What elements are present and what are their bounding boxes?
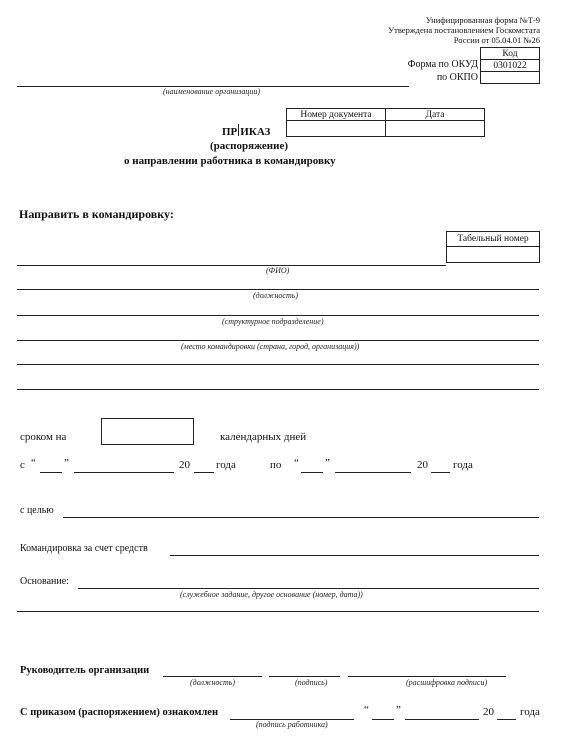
fio-line[interactable] xyxy=(17,265,446,266)
department-hint: (структурное подразделение) xyxy=(222,317,324,326)
code-header: Код xyxy=(481,48,540,60)
ack-year-label: года xyxy=(520,706,540,718)
form-unified-label: Унифицированная форма №Т-9 xyxy=(425,15,540,25)
head-decoding-line[interactable] xyxy=(348,676,506,677)
doc-number-field[interactable] xyxy=(287,121,386,137)
head-signature-line[interactable] xyxy=(269,676,340,677)
funding-line[interactable] xyxy=(170,555,539,556)
doc-date-field[interactable] xyxy=(386,121,485,137)
ack-quote-close: ” xyxy=(396,704,401,716)
from-label: с xyxy=(20,459,25,471)
from-day-line[interactable] xyxy=(40,472,62,473)
head-position-line[interactable] xyxy=(163,676,262,677)
document-title xyxy=(222,124,270,138)
from-quote-close: ” xyxy=(64,457,69,469)
to-month-line[interactable] xyxy=(335,472,411,473)
okpo-label: по ОКПО xyxy=(436,72,478,83)
okud-value[interactable]: 0301022 xyxy=(481,60,540,72)
to-quote-open: “ xyxy=(294,457,299,469)
head-signature-hint: (подпись) xyxy=(295,678,328,687)
head-decoding-hint: (расшифровка подписи) xyxy=(406,678,488,687)
to-year-label: года xyxy=(453,459,473,471)
ack-quote-open: “ xyxy=(364,704,369,716)
doc-date-header: Дата xyxy=(386,109,485,121)
title-part-2: ИКАЗ xyxy=(240,126,271,138)
title-part-1: ПР xyxy=(222,126,238,138)
to-year-line[interactable] xyxy=(431,472,450,473)
basis-line-2[interactable] xyxy=(17,611,539,612)
to-label: по xyxy=(270,459,282,471)
ack-year-prefix: 20 xyxy=(483,706,494,718)
place-line[interactable] xyxy=(17,340,539,341)
basis-label: Основание: xyxy=(20,576,69,587)
to-year-prefix: 20 xyxy=(417,459,428,471)
form-approved-label: Утверждена постановлением Госкомстата xyxy=(388,25,540,35)
purpose-label: с целью xyxy=(20,505,54,516)
from-year-label: года xyxy=(216,459,236,471)
funding-label: Командировка за счет средств xyxy=(20,543,148,554)
department-line[interactable] xyxy=(17,315,539,316)
basis-hint: (служебное задание, другое основание (номер, дата)) xyxy=(180,590,363,599)
calendar-days-label: календарных дней xyxy=(220,431,307,443)
place-hint: (место командировки (страна, город, организация)) xyxy=(181,342,360,351)
document-topic: о направлении работника в командировку xyxy=(124,155,336,167)
send-label: Направить в командировку: xyxy=(19,207,174,221)
codes-table xyxy=(480,47,540,84)
tab-number-header: Табельный номер xyxy=(447,232,540,247)
position-hint: (должность) xyxy=(253,291,299,300)
okpo-value[interactable] xyxy=(481,72,540,84)
doc-number-date-table xyxy=(286,108,485,137)
purpose-line[interactable] xyxy=(63,517,539,518)
from-month-line[interactable] xyxy=(74,472,174,473)
ack-year-line[interactable] xyxy=(497,719,516,720)
place-line-2[interactable] xyxy=(17,364,539,365)
tab-number-field[interactable] xyxy=(447,247,540,263)
from-year-prefix: 20 xyxy=(179,459,190,471)
to-day-line[interactable] xyxy=(301,472,323,473)
from-quote-open: “ xyxy=(31,457,36,469)
okud-label: Форма по ОКУД xyxy=(407,59,478,70)
organization-hint: (наименование организации) xyxy=(163,87,261,96)
place-line-3[interactable] xyxy=(17,389,539,390)
fio-hint: (ФИО) xyxy=(266,266,290,275)
tab-number-table xyxy=(446,231,540,263)
ack-day-line[interactable] xyxy=(372,719,394,720)
position-line[interactable] xyxy=(17,289,539,290)
to-quote-close: ” xyxy=(325,457,330,469)
term-days-box[interactable] xyxy=(101,418,194,445)
basis-line[interactable] xyxy=(78,588,539,589)
doc-number-header: Номер документа xyxy=(287,109,386,121)
form-decree-label: России от 05.04.01 №26 xyxy=(453,35,540,45)
ack-month-line[interactable] xyxy=(405,719,479,720)
acknowledged-label: С приказом (распоряжением) ознакомлен xyxy=(20,707,218,718)
term-label: сроком на xyxy=(20,431,67,443)
document-subtitle: (распоряжение) xyxy=(210,140,289,152)
from-year-line[interactable] xyxy=(194,472,214,473)
head-label: Руководитель организации xyxy=(20,665,150,676)
head-position-hint: (должность) xyxy=(190,678,236,687)
employee-signature-hint: (подпись работника) xyxy=(256,720,328,729)
